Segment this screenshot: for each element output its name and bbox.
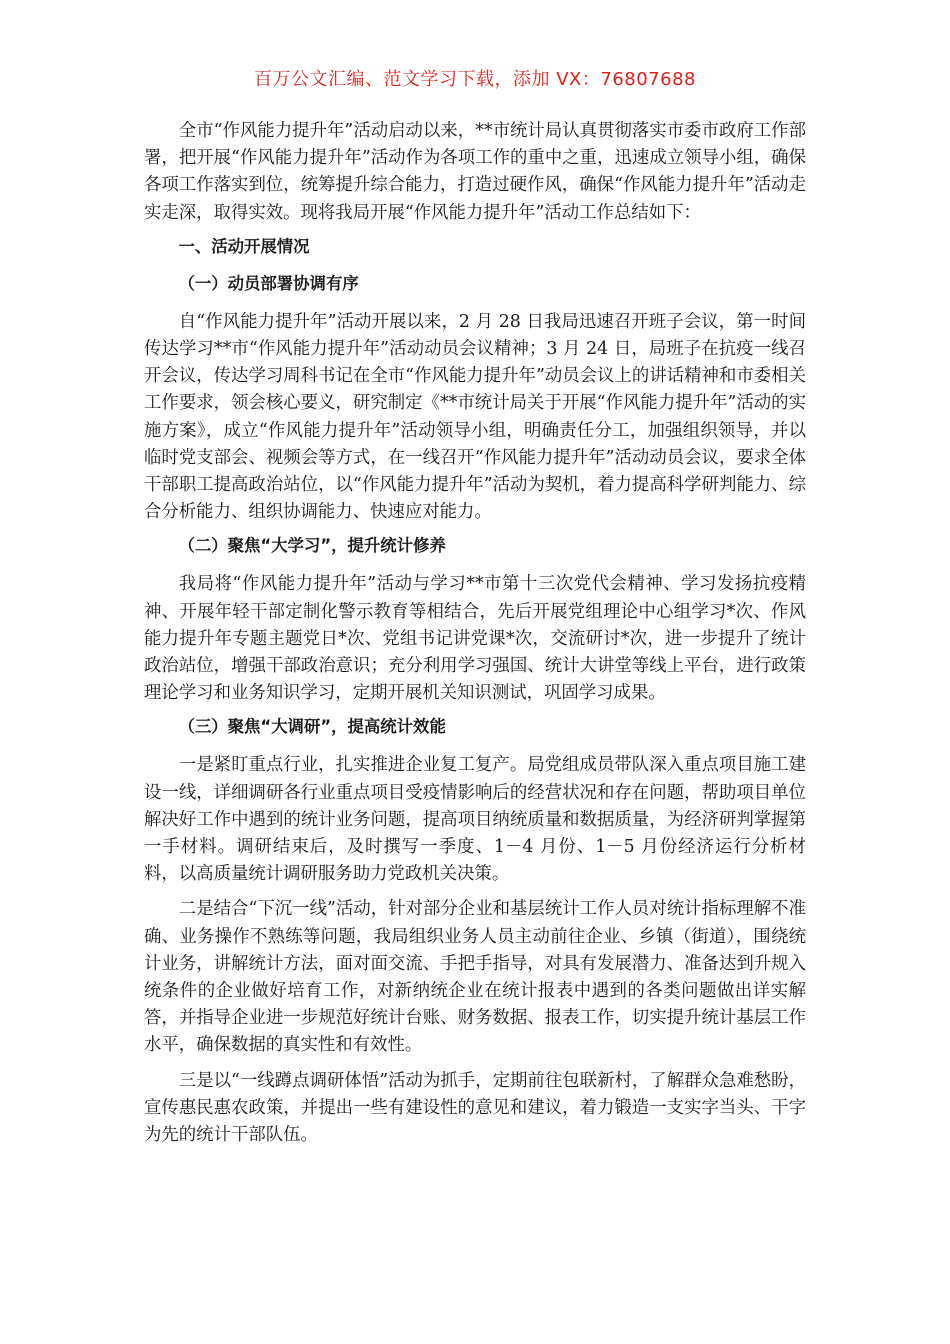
document-body — [144, 118, 806, 1157]
subsection-1-paragraph: 自“作风能力提升年”活动开展以来，2 月 28 日我局迅速召开班子会议，第一时间传达学习**市“作风能力提升年”活动动员会议精神；3 月 24 日，局班子在抗疫一线召开会议，传达学习周科书记在全市“作风能力提升年”动员会议上的讲话精神和市委相关工作要求，领会核心要义，研究制定《**市统计局关于开展“作风能力提升年”活动的实施方案》，成立“作风能力提升年”活动领导小组，明确责任分工，加强组织领导，并以临时党支部会、视频会等方式，在一线召开“作风能力提升年”活动动员会议，要求全体干部职工提高政治站位，以“作风能力提升年”活动为契机，着力提高科学研判能力、综合分析能力、组织协调能力、快速应对能力。 — [144, 311, 806, 523]
intro-paragraph: 全市“作风能力提升年”活动启动以来，**市统计局认真贯彻落实市委市政府工作部署，把开展“作风能力提升年”活动作为各项工作的重中之重，迅速成立领导小组，确保各项工作落实到位，统筹提升综合能力，打造过硬作风，确保“作风能力提升年”活动走实走深，取得实效。现将我局开展“作风能力提升年”活动工作总结如下： — [144, 121, 806, 223]
subsection-3-heading: （三）聚焦“大调研”，提高统计效能 — [178, 717, 446, 737]
subsection-2-paragraph: 我局将“作风能力提升年”活动与学习**市第十三次党代会精神、学习发扬抗疫精神、开展年轻干部定制化警示教育等相结合，先后开展党组理论中心组学习*次、作风能力提升年专题主题党日*次、党组书记讲党课*次，交流研讨*次，进一步提升了统计政治站位，增强干部政治意识；充分利用学习强国、统计大讲堂等线上平台，进行政策理论学习和业务知识学习，定期开展机关知识测试，巩固学习成果。 — [144, 574, 806, 704]
section-1-heading: 一、活动开展情况 — [178, 236, 310, 256]
header-banner: 百万公文汇编、范文学习下载，添加 VX：76807688 — [254, 69, 696, 90]
subsection-1-heading: （一）动员部署协调有序 — [178, 273, 359, 293]
subsection-3-paragraph-3: 三是以“一线蹲点调研体悟”活动为抓手，定期前往包联新村，了解群众急难愁盼，宣传惠民惠农政策，并提出一些有建设性的意见和建议，着力锻造一支实字当头、干字为先的统计干部队伍。 — [144, 1070, 806, 1146]
subsection-3-paragraph-2: 二是结合“下沉一线”活动，针对部分企业和基层统计工作人员对统计指标理解不准确、业务操作不熟练等问题，我局组织业务人员主动前往企业、乡镇（街道），围绕统计业务，讲解统计方法，面对面交流、手把手指导，对具有发展潜力、准备达到升规入统条件的企业做好培育工作，对新纳统企业在统计报表中遇到的各类问题做出详实解答，并指导企业进一步规范好统计台账、财务数据、报表工作，切实提升统计基层工作水平，确保数据的真实性和有效性。 — [144, 899, 806, 1056]
subsection-3-paragraph-1: 一是紧盯重点行业，扎实推进企业复工复产。局党组成员带队深入重点项目施工建设一线，详细调研各行业重点项目受疫情影响后的经营状况和存在问题，帮助项目单位解决好工作中遇到的统计业务问题，提高项目纳统质量和数据质量，为经济研判掌握第一手材料。调研结束后，及时撰写一季度、1－4 月份、1－5 月份经济运行分析材料，以高质量统计调研服务助力党政机关决策。 — [144, 755, 806, 885]
subsection-2-heading: （二）聚焦“大学习”，提升统计修养 — [178, 536, 446, 556]
